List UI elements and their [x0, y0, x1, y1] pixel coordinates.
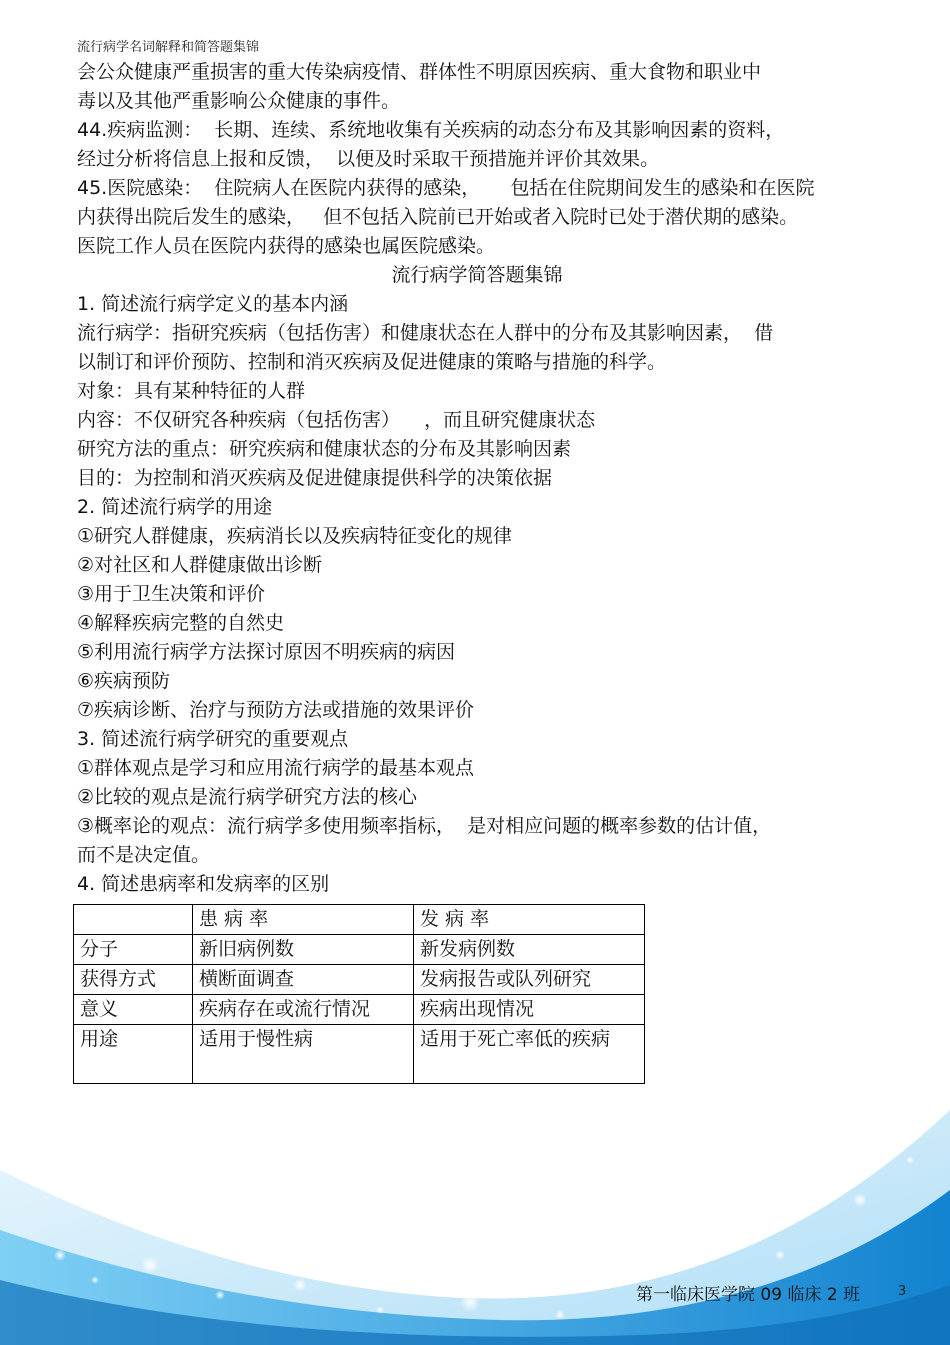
qa-line: 流行病学：指研究疾病（包括伤害）和健康状态在人群中的分布及其影响因素， 借: [77, 322, 774, 344]
table-header-row: [74, 905, 645, 935]
qa-line: ②比较的观点是流行病学研究方法的核心: [77, 786, 418, 808]
table-header-cell: 患 病 率: [193, 905, 414, 935]
table-row: [74, 935, 645, 965]
qa-line: ③用于卫生决策和评价: [77, 583, 266, 605]
qa-line: ④解释疾病完整的自然史: [77, 612, 285, 634]
wave-decoration: [0, 1080, 950, 1345]
table-cell: 适用于死亡率低的疾病: [414, 1025, 645, 1084]
paragraph-line: 内获得出院后发生的感染， 但不包括入院前已开始或者入院时已处于潜伏期的感染。: [77, 206, 799, 228]
table-cell: 分子: [74, 935, 193, 965]
qa-line: 研究方法的重点：研究疾病和健康状态的分布及其影响因素: [77, 438, 572, 460]
qa-line: 目的：为控制和消灭疾病及促进健康提供科学的决策依据: [77, 467, 553, 489]
section-title: 流行病学简答题集锦: [391, 264, 563, 286]
table-header-cell: 发 病 率: [414, 905, 645, 935]
table-cell: 疾病出现情况: [414, 995, 645, 1025]
paragraph-line: 45.医院感染： 住院病人在医院内获得的感染， 包括在住院期间发生的感染和在医院: [77, 177, 815, 199]
qa-line: 对象：具有某种特征的人群: [77, 380, 306, 402]
table-cell: 疾病存在或流行情况: [193, 995, 414, 1025]
qa-line: 2. 简述流行病学的用途: [77, 496, 273, 518]
paragraph-line: 医院工作人员在医院内获得的感染也属医院感染。: [77, 235, 496, 257]
qa-line: ⑦疾病诊断、治疗与预防方法或措施的效果评价: [77, 699, 475, 721]
qa-line: 1. 简述流行病学定义的基本内涵: [77, 293, 349, 315]
table-cell: 意义: [74, 995, 193, 1025]
table-header-cell: [74, 905, 193, 935]
table-cell: 发病报告或队列研究: [414, 965, 645, 995]
table-cell: 用途: [74, 1025, 193, 1084]
qa-line: ③概率论的观点：流行病学多使用频率指标， 是对相应问题的概率参数的估计值，: [77, 815, 772, 837]
comparison-table: [73, 904, 645, 1084]
table-cell: 获得方式: [74, 965, 193, 995]
table-cell: 适用于慢性病: [193, 1025, 414, 1084]
paragraph-line: 会公众健康严重损害的重大传染病疫情、群体性不明原因疾病、重大食物和职业中: [77, 61, 762, 83]
table-cell: 新旧病例数: [193, 935, 414, 965]
paragraph-line: 毒以及其他严重影响公众健康的事件。: [77, 90, 401, 112]
table-row: [74, 965, 645, 995]
qa-line: 内容：不仅研究各种疾病（包括伤害） ，而且研究健康状态: [77, 409, 596, 431]
qa-line: ②对社区和人群健康做出诊断: [77, 554, 323, 576]
footer-text: 第一临床医学院 09 临床 2 班: [636, 1285, 861, 1305]
qa-line: ①群体观点是学习和应用流行病学的最基本观点: [77, 757, 475, 779]
paragraph-line: 经过分析将信息上报和反馈， 以便及时采取干预措施并评价其效果。: [77, 148, 660, 170]
qa-line: 4. 简述患病率和发病率的区别: [77, 873, 330, 895]
qa-line: ①研究人群健康，疾病消长以及疾病特征变化的规律: [77, 525, 513, 547]
table-row: [74, 995, 645, 1025]
qa-line: 以制订和评价预防、控制和消灭疾病及促进健康的策略与措施的科学。: [77, 351, 667, 373]
qa-line: 3. 简述流行病学研究的重要观点: [77, 728, 349, 750]
document-body: [77, 58, 877, 899]
qa-line: ⑥疾病预防: [77, 670, 171, 692]
page-number: 3: [898, 1284, 907, 1299]
paragraph-line: 44.疾病监测： 长期、连续、系统地收集有关疾病的动态分布及其影响因素的资料，: [77, 119, 785, 141]
qa-line: ⑤利用流行病学方法探讨原因不明疾病的病因: [77, 641, 456, 663]
table-cell: 横断面调查: [193, 965, 414, 995]
table-cell: 新发病例数: [414, 935, 645, 965]
table-row: [74, 1025, 645, 1084]
running-header: 流行病学名词解释和简答题集锦: [77, 40, 260, 55]
qa-line: 而不是决定值。: [77, 844, 211, 866]
